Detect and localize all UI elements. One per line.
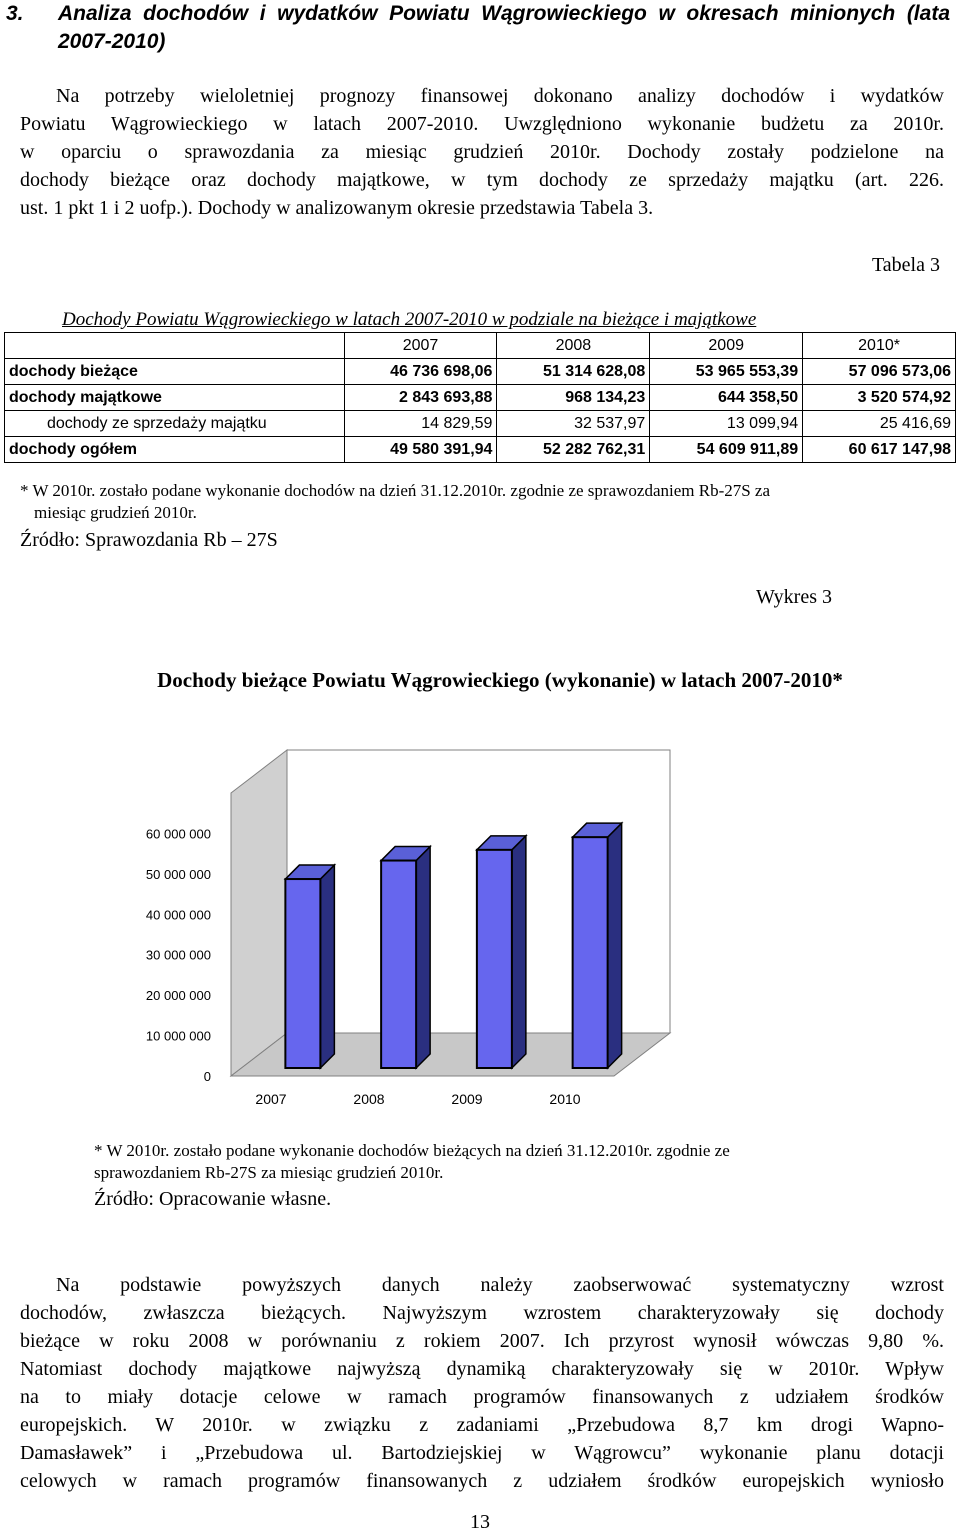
chart-note [94, 1140, 914, 1184]
cell-value: 32 537,97 [497, 411, 650, 437]
x-tick-label: 2009 [451, 1091, 483, 1107]
chart-source: Źródło: Opracowanie własne. [94, 1188, 332, 1210]
row-label: dochody ze sprzedaży majątku [5, 411, 345, 437]
cell-value: 53 965 553,39 [650, 359, 803, 385]
cell-value: 25 416,69 [803, 411, 956, 437]
chart-note-line: sprawozdaniem Rb-27S za miesiąc grudzień 2010r. [94, 1163, 444, 1182]
cell-value: 54 609 911,89 [650, 437, 803, 463]
y-tick-label: 30 000 000 [145, 947, 211, 963]
section-number: 3. [6, 2, 24, 25]
cell-value: 60 617 147,98 [803, 437, 956, 463]
y-tick-label: 0 [203, 1069, 211, 1084]
chart-title: Dochody bieżące Powiatu Wągrowieckiego (wykonanie) w latach 2007-2010* [157, 668, 843, 692]
cell-value: 968 134,23 [497, 385, 650, 411]
y-tick-label: 50 000 000 [145, 866, 211, 882]
conclusion-line: celowych w ramach programów finansowanych z udziałem środków europejskich wyniosło [20, 1470, 944, 1492]
cell-value: 13 099,94 [650, 411, 803, 437]
conclusion-line: na to miały dotacje celowe w ramach programów finansowanych z udziałem środków [20, 1386, 944, 1408]
intro-line: ust. 1 pkt 1 i 2 uofp.). Dochody w analizowanym okresie przedstawia Tabela 3. [20, 197, 654, 219]
cell-value: 57 096 573,06 [803, 359, 956, 385]
bar-side [608, 823, 622, 1068]
bar [381, 861, 416, 1068]
intro-line: Powiatu Wągrowieckiego w latach 2007-2010. Uwzględniono wykonanie budżetu za 2010r. [20, 113, 944, 135]
conclusion-line: dochodów, zwłaszcza bieżących. Najwyższym wzrostem charakteryzowały się dochody [20, 1302, 944, 1324]
intro-line: w oparciu o sprawozdania za miesiąc grudzień 2010r. Dochody zostały podzielone na [20, 141, 944, 163]
cell-value: 51 314 628,08 [497, 359, 650, 385]
y-tick-label: 60 000 000 [145, 826, 211, 842]
table-label: Tabela 3 [871, 254, 940, 276]
x-tick-label: 2010 [549, 1091, 581, 1107]
row-label: dochody bieżące [5, 359, 345, 385]
cell-value: 2 843 693,88 [344, 385, 497, 411]
row-label: dochody majątkowe [5, 385, 345, 411]
x-tick-label: 2007 [255, 1091, 287, 1107]
chart-side-wall [231, 750, 287, 1076]
bar [573, 837, 608, 1068]
section-title-line-1: Analiza dochodów i wydatków Powiatu Wągrowieckiego w okresach minionych (lata [58, 2, 950, 25]
intro-line: Na potrzeby wieloletniej prognozy finansowej dokonano analizy dochodów i wydatków [56, 85, 944, 107]
bar-side [320, 865, 334, 1068]
table-note-line: * W 2010r. zostało podane wykonanie dochodów na dzień 31.12.2010r. zgodnie ze sprawozdaniem Rb-27S za [20, 481, 771, 500]
cell-value: 46 736 698,06 [344, 359, 497, 385]
page-number: 13 [470, 1511, 490, 1533]
conclusion-paragraph [20, 1271, 944, 1495]
table-header-cell: 2007 [344, 333, 497, 359]
section-title-line-2: 2007-2010) [58, 30, 166, 53]
table-header-cell: 2008 [497, 333, 650, 359]
y-tick-label: 20 000 000 [145, 988, 211, 1004]
cell-value: 52 282 762,31 [497, 437, 650, 463]
cell-value: 644 358,50 [650, 385, 803, 411]
conclusion-line: Natomiast dochody majątkowe najwyższą dynamiką charakteryzowały się w 2010r. Wpływ [20, 1358, 944, 1380]
row-label: dochody ogółem [5, 437, 345, 463]
cell-value: 14 829,59 [344, 411, 497, 437]
y-tick-label: 40 000 000 [145, 907, 211, 923]
conclusion-line: Damasławek” i „Przebudowa ul. Bartodziejskiej w Wągrowcu” wykonanie planu dotacji [20, 1442, 944, 1464]
conclusion-line: bieżące w roku 2008 w porównaniu z rokiem 2007. Ich przyrost wynosił wówczas 9,80 %. [20, 1330, 944, 1352]
chart-label: Wykres 3 [756, 586, 832, 608]
conclusion-line: europejskich. W 2010r. w związku z zadaniami „Przebudowa 8,7 km drogi Wapno- [20, 1414, 944, 1436]
table-header-cell: 2009 [650, 333, 803, 359]
cell-value: 3 520 574,92 [803, 385, 956, 411]
x-tick-label: 2008 [353, 1091, 385, 1107]
table-source: Źródło: Sprawozdania Rb – 27S [20, 529, 278, 551]
intro-line: dochody bieżące oraz dochody majątkowe, w tym dochody ze sprzedaży majątku (art. 226. [20, 169, 944, 191]
bar [285, 879, 320, 1068]
table-header-cell: 2010* [803, 333, 956, 359]
table-title: Dochody Powiatu Wągrowieckiego w latach 2007-2010 w podziale na bieżące i majątkowe [62, 309, 757, 330]
cell-value: 49 580 391,94 [344, 437, 497, 463]
chart-note-line: * W 2010r. zostało podane wykonanie dochodów bieżących na dzień 31.12.2010r. zgodnie ze [94, 1141, 730, 1160]
table-note-line: miesiąc grudzień 2010r. [34, 503, 197, 522]
bar [477, 850, 512, 1068]
y-tick-label: 10 000 000 [145, 1028, 211, 1044]
bar-side [416, 847, 430, 1068]
bar-side [512, 836, 526, 1068]
conclusion-line: Na podstawie powyższych danych należy zaobserwować systematyczny wzrost [56, 1274, 944, 1296]
